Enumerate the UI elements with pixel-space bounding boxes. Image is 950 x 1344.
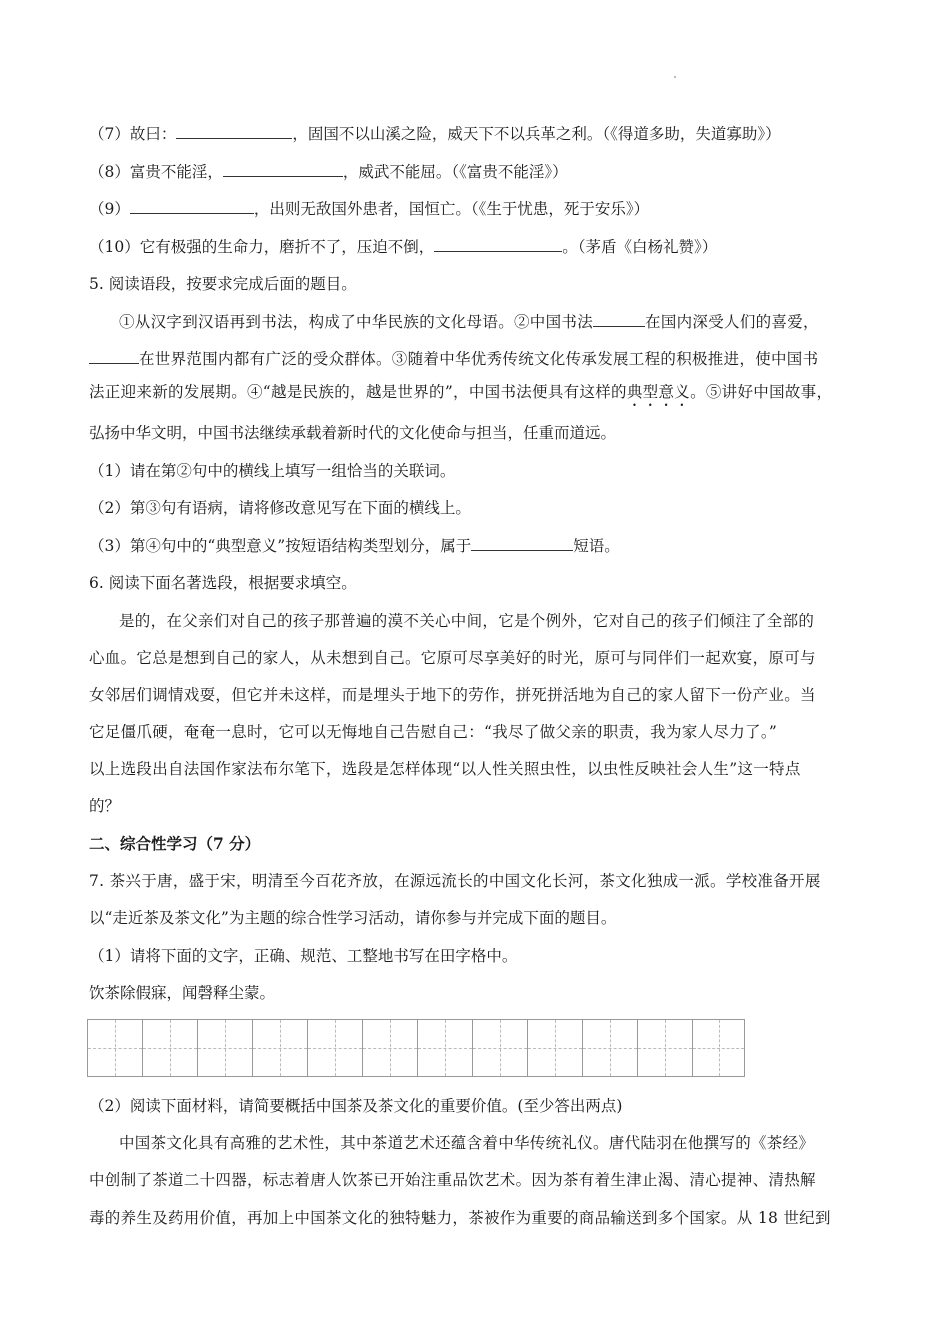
q5-sub-3: （3）第④句中的“典型意义”按短语结构类型划分，属于 短语。 — [89, 537, 620, 555]
q5-paragraph-line-2: 在世界范围内都有广泛的受众群体。③随着中华优秀传统文化传承发展工程的积极推进，使中国书 — [89, 349, 818, 369]
q7-sub-2: （2）阅读下面材料，请简要概括中国茶及茶文化的重要价值。(至少答出两点) — [89, 1097, 623, 1115]
item-8: （8）富贵不能淫， ，威武不能屈。（《富贵不能淫》） — [89, 163, 568, 181]
grid-cell[interactable] — [363, 1020, 418, 1076]
section-2-heading: 二、综合性学习（7 分） — [89, 834, 261, 853]
q7-intro-line-1: 7. 茶兴于唐，盛于宋，明清至今百花齐放，在源远流长的中国文化长河，茶文化独成一派。学校准备开展 — [89, 872, 821, 890]
answer-blank[interactable] — [130, 199, 254, 214]
q7-material-line-1: 中国茶文化具有高雅的艺术性，其中茶道艺术还蕴含着中华传统礼仪。唐代陆羽在他撰写的《茶经》 — [119, 1134, 815, 1152]
q6-title: 6. 阅读下面名著选段，根据要求填空。 — [89, 574, 357, 592]
q7-material-line-2: 中创制了茶道二十四器，标志着唐人饮茶已开始注重品饮艺术。因为茶有着生津止渴、清心提神、清热解 — [89, 1171, 816, 1189]
q7-intro-line-2: 以“走近茶及茶文化”为主题的综合性学习活动，请你参与并完成下面的题目。 — [89, 909, 617, 927]
grid-cell[interactable] — [88, 1020, 143, 1076]
grid-cell[interactable] — [693, 1020, 744, 1076]
page-mark-dot — [674, 76, 676, 78]
grid-cell[interactable] — [638, 1020, 693, 1076]
answer-blank[interactable] — [471, 536, 573, 551]
grid-cell[interactable] — [308, 1020, 363, 1076]
answer-blank[interactable] — [176, 124, 292, 139]
q5-sub-1: （1）请在第②句中的横线上填写一组恰当的关联词。 — [89, 462, 456, 480]
q6-question-line-2: 的？ — [89, 797, 121, 815]
q5-title: 5. 阅读语段，按要求完成后面的题目。 — [89, 275, 357, 293]
q5-sub-2: （2）第③句有语病，请将修改意见写在下面的横线上。 — [89, 499, 471, 517]
answer-blank[interactable] — [434, 237, 562, 252]
answer-blank[interactable] — [89, 349, 139, 364]
q5-paragraph-line-1: ①从汉字到汉语再到书法，构成了中华民族的文化母语。②中国书法 在国内深受人们的喜爱， — [119, 313, 819, 331]
q7-sub-1: （1）请将下面的文字，正确、规范、工整地书写在田字格中。 — [89, 947, 518, 965]
grid-cell[interactable] — [473, 1020, 528, 1076]
answer-blank[interactable] — [593, 312, 645, 327]
grid-cell[interactable] — [528, 1020, 583, 1076]
q7-material-line-3: 毒的养生及药用价值，再加上中国茶文化的独特魅力，茶被作为重要的商品输送到多个国家。从 18 世纪到 — [89, 1209, 831, 1227]
grid-cell[interactable] — [198, 1020, 253, 1076]
grid-cell[interactable] — [418, 1020, 473, 1076]
q6-excerpt-line-1: 是的，在父亲们对自己的孩子那普遍的漠不关心中间，它是个例外，它对自己的孩子们倾注了全部的 — [119, 612, 815, 630]
q6-question-line-1: 以上选段出自法国作家法布尔笔下，选段是怎样体现“以人性关照虫性，以虫性反映社会人生”这一特点 — [89, 760, 801, 778]
q6-excerpt-line-4: 它足僵爪硬，奄奄一息时，它可以无悔地自己告慰自己：“我尽了做父亲的职责，我为家人尽力了。” — [89, 723, 778, 741]
grid-cell[interactable] — [143, 1020, 198, 1076]
answer-blank[interactable] — [223, 162, 343, 177]
q5-paragraph-line-3: 法正迎来新的发展期。④“越是民族的，越是世界的”，中国书法便具有这样的典型意义。⑤讲好中国故事， — [89, 383, 833, 401]
grid-cell[interactable] — [253, 1020, 308, 1076]
q7-copy-text: 饮茶除假寐，闻磬释尘蒙。 — [89, 984, 276, 1002]
item-7: （7）故曰： ，固国不以山溪之险，威天下不以兵革之利。（《得道多助，失道寡助》） — [89, 125, 781, 143]
item-10: （10）它有极强的生命力，磨折不了，压迫不倒， 。（茅盾《白杨礼赞》） — [89, 238, 718, 256]
item-9: （9） ，出则无敌国外患者，国恒亡。（《生于忧患，死于安乐》） — [89, 200, 650, 218]
q5-paragraph-line-4: 弘扬中华文明，中国书法继续承载着新时代的文化使命与担当，任重而道远。 — [89, 424, 617, 442]
tianzige-writing-grid[interactable] — [87, 1019, 745, 1077]
q6-excerpt-line-2: 心血。它总是想到自己的家人，从未想到自己。它原可尽享美好的时光，原可与同伴们一起欢宴，原可与 — [89, 649, 816, 667]
emphasized-phrase: 典型意义 — [626, 383, 691, 401]
q6-excerpt-line-3: 女邻居们调情戏耍，但它并未这样，而是埋头于地下的劳作，拼死拼活地为自己的家人留下一份产业。当 — [89, 686, 816, 704]
grid-cell[interactable] — [583, 1020, 638, 1076]
